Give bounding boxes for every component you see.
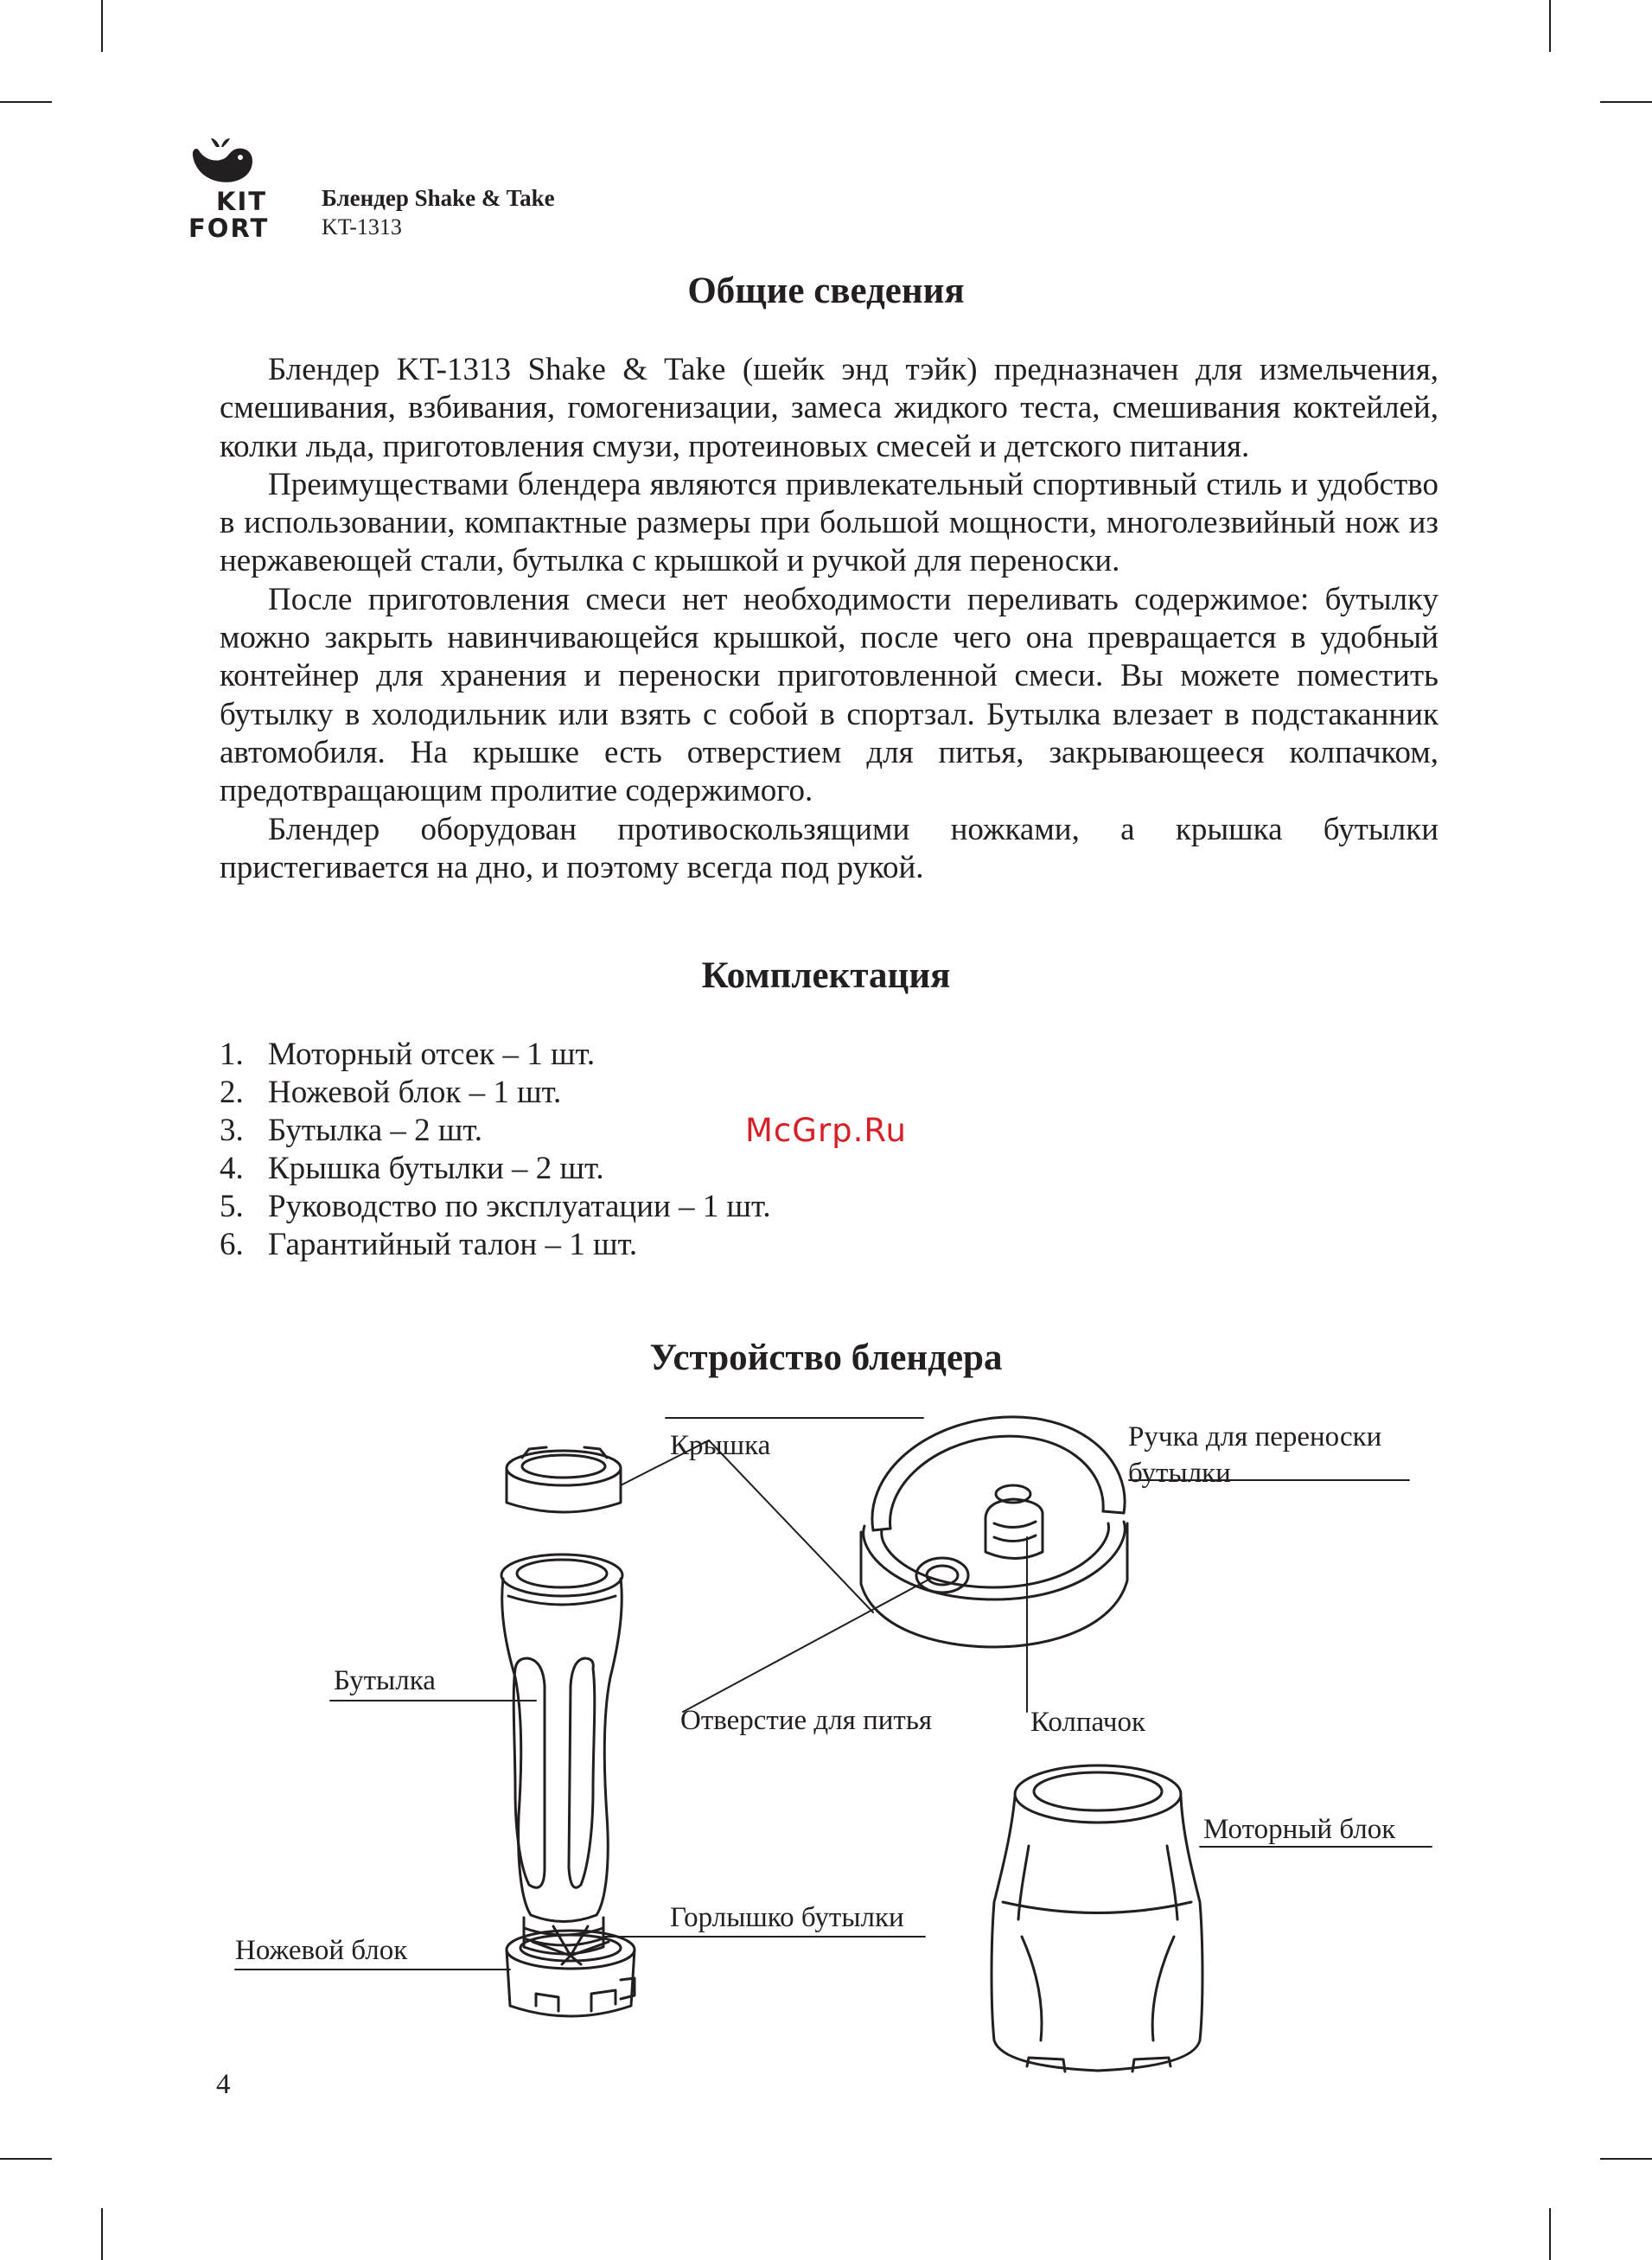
crop-mark [1600, 101, 1652, 103]
label-neck: Горлышко бутылки [670, 1902, 904, 1933]
bottle-illustration [501, 1555, 622, 1954]
list-item [220, 1074, 771, 1112]
paragraph: Блендер оборудован противоскользящими ножками, а крышка бутылки пристегивается на дно, и поэтому всегда под рукой. [220, 811, 1438, 885]
blender-diagram [0, 1383, 1652, 2118]
paragraph: После приготовления смеси нет необходимости переливать содержимое: бутылку можно закрыть навинчивающейся крышкой, после чего она превращается в удобный контейнер для хранения и переноски приготовленной смеси. Вы можете поместить бутылку в холодильник или взять с собой в спортзал. Бутылка влезает в подстаканник автомобиля. На крышке есть отверстием для питья, закрывающееся колпачком, предотвращающим пролитие содержимого. [220, 581, 1438, 809]
list-item [220, 1188, 771, 1226]
item-number: 2. [220, 1075, 244, 1110]
paragraph: Блендер KT-1313 Shake & Take (шейк энд тэйк) предназначен для измельчения, смешивания, взбивания, гомогенизации, замеса жидкого теста, смешивания коктейлей, колки льда, приготовления смузи, протеиновых смесей и детского питания. [220, 352, 1438, 464]
brand-line-2: FORT [188, 214, 270, 243]
brand-line-1: KIT [216, 187, 268, 216]
list-item [220, 1112, 771, 1150]
crop-mark [1549, 0, 1551, 52]
section-heading-general: Общие сведения [687, 271, 965, 311]
crop-mark [1600, 2158, 1652, 2160]
label-handle-line1: Ручка для переноски [1128, 1421, 1382, 1452]
header-model: KT-1313 [322, 214, 402, 239]
paragraph: Преимуществами блендера являются привлекательный спортивный стиль и удобство в использовании, компактные размеры при большой мощности, многолезвийный нож из нержавеющей стали, бутылка с крышкой и ручкой для переноски. [220, 466, 1438, 579]
item-number: 5. [220, 1189, 244, 1224]
list-item [220, 1150, 771, 1188]
kit-list [220, 1036, 771, 1264]
list-item [220, 1036, 771, 1074]
crop-mark [0, 101, 52, 103]
item-text: Крышка бутылки – 2 шт. [268, 1151, 604, 1186]
diagram-drawing [0, 1383, 1652, 2118]
label-lid: Крышка [670, 1430, 771, 1461]
section-heading-device: Устройство блендера [649, 1337, 1003, 1378]
item-number: 6. [220, 1227, 244, 1262]
list-item [220, 1226, 771, 1264]
page-number: 4 [216, 2069, 231, 2100]
item-text: Моторный отсек – 1 шт. [268, 1037, 596, 1072]
item-text: Бутылка – 2 шт. [268, 1113, 483, 1148]
brand-logo [188, 137, 301, 243]
label-handle-line2: бутылки [1128, 1458, 1231, 1489]
crop-mark [0, 2158, 52, 2160]
section-heading-kit: Комплектация [701, 955, 951, 996]
header-title: Блендер Shake & Take [322, 185, 555, 211]
label-cap: Колпачок [1030, 1707, 1146, 1738]
small-lid-illustration [507, 1447, 621, 1512]
item-number: 3. [220, 1113, 244, 1148]
label-drink-hole: Отверстие для питья [680, 1705, 933, 1736]
crop-mark [1549, 2208, 1551, 2260]
item-text: Гарантийный талон – 1 шт. [268, 1227, 638, 1262]
label-motor: Моторный блок [1203, 1814, 1396, 1845]
watermark: McGrp.Ru [745, 1112, 907, 1149]
item-text: Ножевой блок – 1 шт. [268, 1075, 562, 1110]
label-blade: Ножевой блок [235, 1935, 408, 1966]
item-number: 1. [220, 1037, 244, 1072]
crop-mark [101, 2208, 103, 2260]
item-number: 4. [220, 1151, 244, 1186]
item-text: Руководство по эксплуатации – 1 шт. [268, 1189, 771, 1224]
motor-unit-illustration [992, 1765, 1202, 2072]
whale-icon [188, 137, 258, 188]
general-text [220, 351, 1438, 887]
lid-detail-illustration [861, 1417, 1127, 1647]
label-bottle: Бутылка [334, 1665, 436, 1696]
crop-mark [101, 0, 103, 52]
